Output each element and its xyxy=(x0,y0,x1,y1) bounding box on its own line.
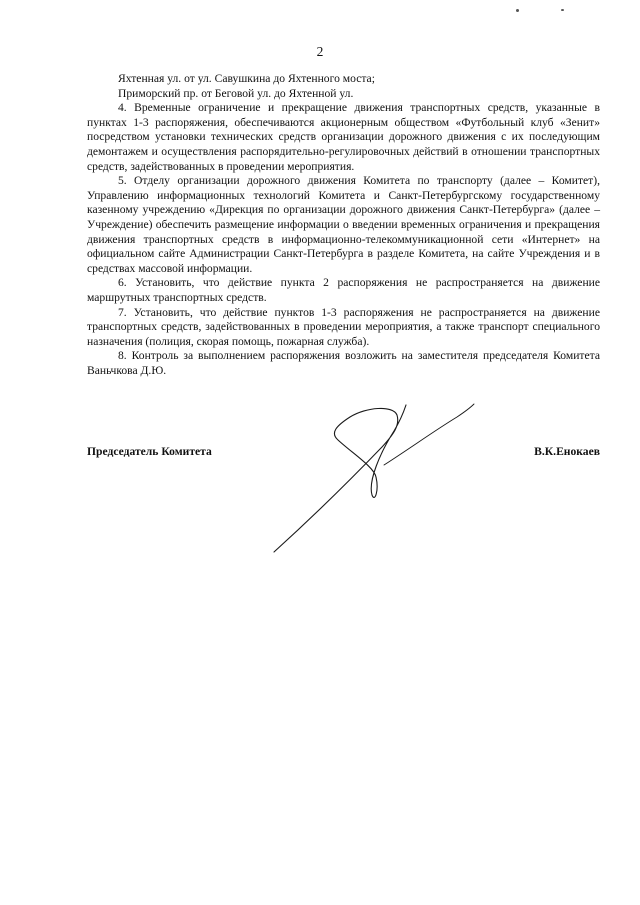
paragraph-item-8: 8. Контроль за выполнением распоряжения возложить на заместителя председателя Комитета Ваньчкова Д.Ю. xyxy=(87,349,600,377)
scan-speck xyxy=(561,9,564,11)
paragraph-street-primorsky: Приморский пр. от Беговой ул. до Яхтенной ул. xyxy=(118,86,354,100)
paragraph-item-6: 6. Установить, что действие пункта 2 распоряжения не распространяется на движение маршрутных транспортных средств. xyxy=(87,276,600,304)
paragraph-item-5: 5. Отделу организации дорожного движения Комитета по транспорту (далее – Комитет), Управлению информационных технологий Комитета и Санкт-Петербургскому государственному казенному учреждению «Дирекция по организации дорожного движения Санкт-Петербурга» (далее – Учреждение) обеспечить размещение информации о введении временных ограничения и прекращения движения транспортных средств в информационно-телекоммуникационной сети «Интернет» на официальном сайте Администрации Санкт-Петербурга в разделе Комитета, на сайте Учреждения и в средствах массовой информации. xyxy=(87,174,600,275)
paragraph-street-yakhtennaya: Яхтенная ул. от ул. Савушкина до Яхтенного моста; xyxy=(118,72,375,85)
document-body xyxy=(87,72,600,378)
signer-position-title: Председатель Комитета xyxy=(87,445,212,458)
paragraph-item-7: 7. Установить, что действие пунктов 1-3 распоряжения не распространяется на движение транспортных средств, задействованных в проведении мероприятия, а также транспорт специального назначения (полиция, скорая помощь, пожарная служба). xyxy=(87,305,600,348)
handwritten-signature xyxy=(262,395,482,560)
signer-name: В.К.Енокаев xyxy=(534,445,600,458)
page-number: 2 xyxy=(316,44,324,59)
scan-speck xyxy=(516,9,519,12)
paragraph-item-4: 4. Временные ограничение и прекращение движения транспортных средств, указанные в пунктах 1-3 распоряжения, обеспечиваются акционерным обществом «Футбольный клуб «Зенит» посредством установки технических средств организации дорожного движения с их последующим демонтажем и осуществления распорядительно-регулировочных действий в отношении транспортных средств, задействованных в проведении мероприятия. xyxy=(87,101,600,173)
